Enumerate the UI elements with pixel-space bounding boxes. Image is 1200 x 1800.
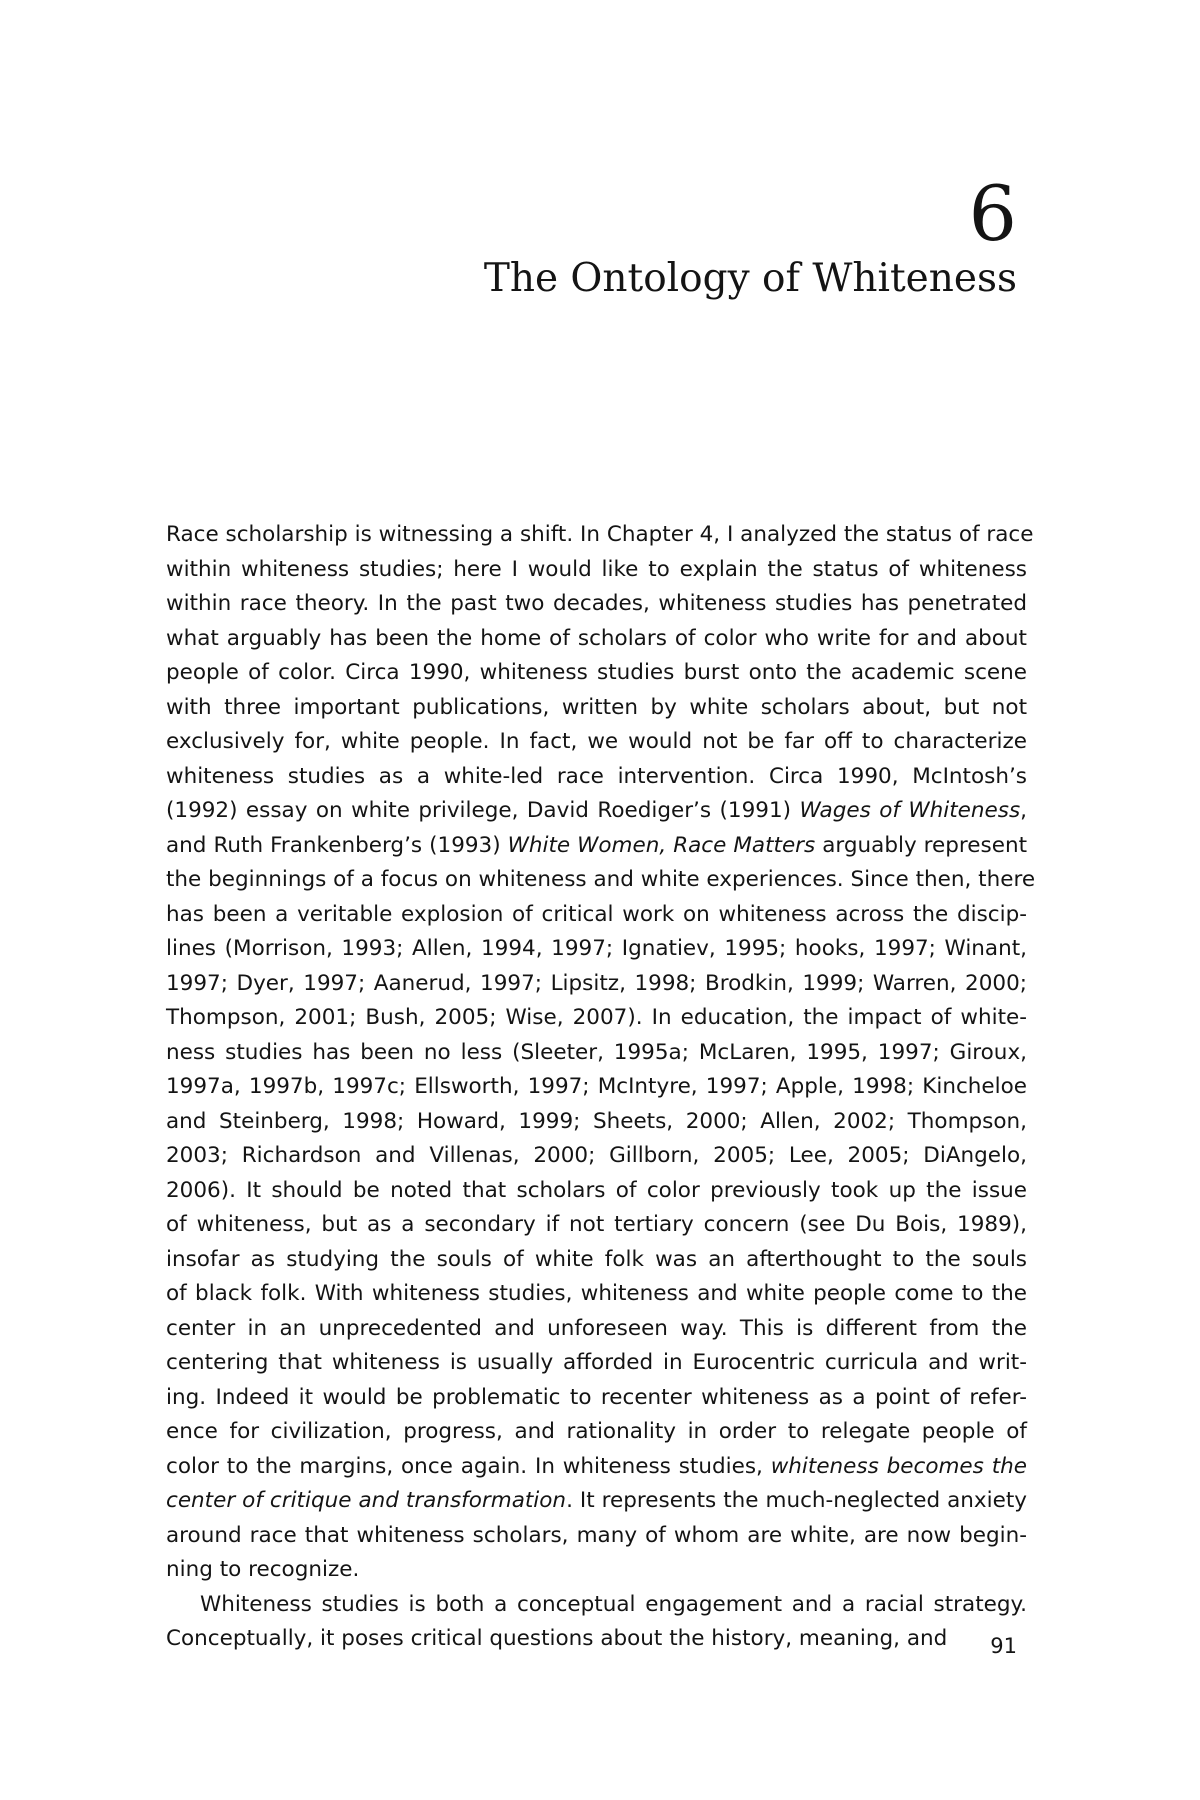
text-run: insofar as studying the souls of white folk was an afterthought to the souls <box>166 1246 1027 1272</box>
italic-text: White Women, Race Matters <box>507 832 816 858</box>
text-line <box>166 932 1027 967</box>
text-run: Conceptually, it poses critical questions about the history, meaning, and <box>166 1626 948 1651</box>
text-run: 2006). It should be noted that scholars of color previously took up the issue <box>166 1177 1027 1203</box>
text-run: 1997a, 1997b, 1997c; Ellsworth, 1997; McIntyre, 1997; Apple, 1998; Kincheloe <box>166 1074 1027 1099</box>
text-line <box>166 1588 1027 1623</box>
text-run: 2003; Richardson and Villenas, 2000; Gillborn, 2005; Lee, 2005; DiAngelo, <box>166 1143 1027 1168</box>
text-line <box>166 1174 1027 1209</box>
text-run: color to the margins, once again. In whiteness studies, <box>166 1453 771 1479</box>
text-line <box>166 1484 1027 1519</box>
italic-text: center of critique and transformation <box>166 1488 567 1513</box>
text-run: Whiteness studies is both a conceptual engagement and a racial strategy. <box>200 1591 1027 1617</box>
text-line <box>166 725 1027 760</box>
text-line <box>166 1001 1027 1036</box>
italic-text: Wages of Whiteness <box>799 798 1021 823</box>
text-run: center in an unprecedented and unforeseen way. This is different from the <box>166 1315 1027 1341</box>
text-run: ness studies has been no less (Sleeter, 1995a; McLaren, 1995, 1997; Giroux, <box>166 1039 1027 1065</box>
text-run: of black folk. With whiteness studies, whiteness and white people come to the <box>166 1281 1027 1306</box>
text-line <box>166 1346 1027 1381</box>
text-line <box>166 1277 1027 1312</box>
text-run: the beginnings of a focus on whiteness and white experiences. Since then, there <box>166 867 1036 892</box>
text-line <box>166 1105 1027 1140</box>
text-run: Thompson, 2001; Bush, 2005; Wise, 2007). In education, the impact of white- <box>166 1005 1027 1030</box>
text-line <box>166 967 1027 1002</box>
text-line <box>166 518 1034 553</box>
text-line <box>166 656 1027 691</box>
text-run: , <box>1020 798 1027 823</box>
text-line <box>166 898 1027 933</box>
text-run: within whiteness studies; here I would like to explain the status of whiteness <box>166 556 1027 582</box>
text-line <box>166 1415 1027 1450</box>
text-run: ence for civilization, progress, and rationality in order to relegate people of <box>166 1419 1027 1444</box>
text-run: whiteness studies as a white-led race intervention. Circa 1990, McIntosh’s <box>166 763 1027 789</box>
text-line <box>166 1381 1027 1416</box>
text-line <box>166 1036 1027 1071</box>
text-line <box>166 1450 1027 1485</box>
chapter-title: The Ontology of Whiteness <box>483 256 1017 301</box>
text-line <box>166 587 1027 622</box>
text-run: . It represents the much-neglected anxiety <box>566 1488 1027 1513</box>
text-run: lines (Morrison, 1993; Allen, 1994, 1997; Ignatiev, 1995; hooks, 1997; Winant, <box>166 936 1027 961</box>
text-run: within race theory. In the past two decades, whiteness studies has penetrated <box>166 591 1027 616</box>
text-run: centering that whiteness is usually afforded in Eurocentric curricula and writ- <box>166 1350 1027 1375</box>
text-run: has been a veritable explosion of critical work on whiteness across the discip- <box>166 901 1027 927</box>
text-run: with three important publications, written by white scholars about, but not <box>166 694 1027 720</box>
text-run: 1997; Dyer, 1997; Aanerud, 1997; Lipsitz, 1998; Brodkin, 1999; Warren, 2000; <box>166 970 1027 996</box>
body-text <box>166 518 1036 1657</box>
text-line <box>166 1208 1027 1243</box>
paragraph <box>166 518 1036 1588</box>
text-line <box>166 691 1027 726</box>
text-line <box>166 1622 1027 1657</box>
text-run: and Ruth Frankenberg’s (1993) <box>166 832 508 858</box>
text-run: (1992) essay on white privilege, David Roediger’s (1991) <box>166 798 800 823</box>
text-run: and Steinberg, 1998; Howard, 1999; Sheets, 2000; Allen, 2002; Thompson, <box>166 1108 1027 1134</box>
italic-text: whiteness becomes the <box>770 1453 1027 1479</box>
text-line <box>166 1243 1027 1278</box>
text-line <box>166 794 1027 829</box>
text-run: people of color. Circa 1990, whiteness studies burst onto the academic scene <box>166 660 1027 685</box>
text-line <box>166 1553 1027 1588</box>
text-run: ing. Indeed it would be problematic to recenter whiteness as a point of refer- <box>166 1384 1027 1410</box>
text-line <box>166 863 1036 898</box>
text-line <box>166 553 1027 588</box>
text-line <box>166 760 1027 795</box>
text-line <box>166 1070 1027 1105</box>
page-number: 91 <box>990 1634 1017 1658</box>
text-run: arguably represent <box>815 832 1027 858</box>
text-line <box>166 1519 1027 1554</box>
text-run: Race scholarship is witnessing a shift. In Chapter 4, I analyzed the status of race <box>166 522 1034 547</box>
text-run: of whiteness, but as a secondary if not tertiary concern (see Du Bois, 1989), <box>166 1212 1027 1237</box>
text-run: around race that whiteness scholars, many of whom are white, are now begin- <box>166 1522 1027 1548</box>
text-line <box>166 1312 1027 1347</box>
text-line <box>166 1139 1027 1174</box>
text-run: exclusively for, white people. In fact, we would not be far off to characterize <box>166 729 1027 754</box>
text-run: what arguably has been the home of scholars of color who write for and about <box>166 625 1027 651</box>
text-line <box>166 829 1027 864</box>
text-line <box>166 622 1027 657</box>
paragraph <box>166 1588 1027 1657</box>
chapter-number: 6 <box>968 169 1017 258</box>
text-run: ning to recognize. <box>166 1557 360 1582</box>
